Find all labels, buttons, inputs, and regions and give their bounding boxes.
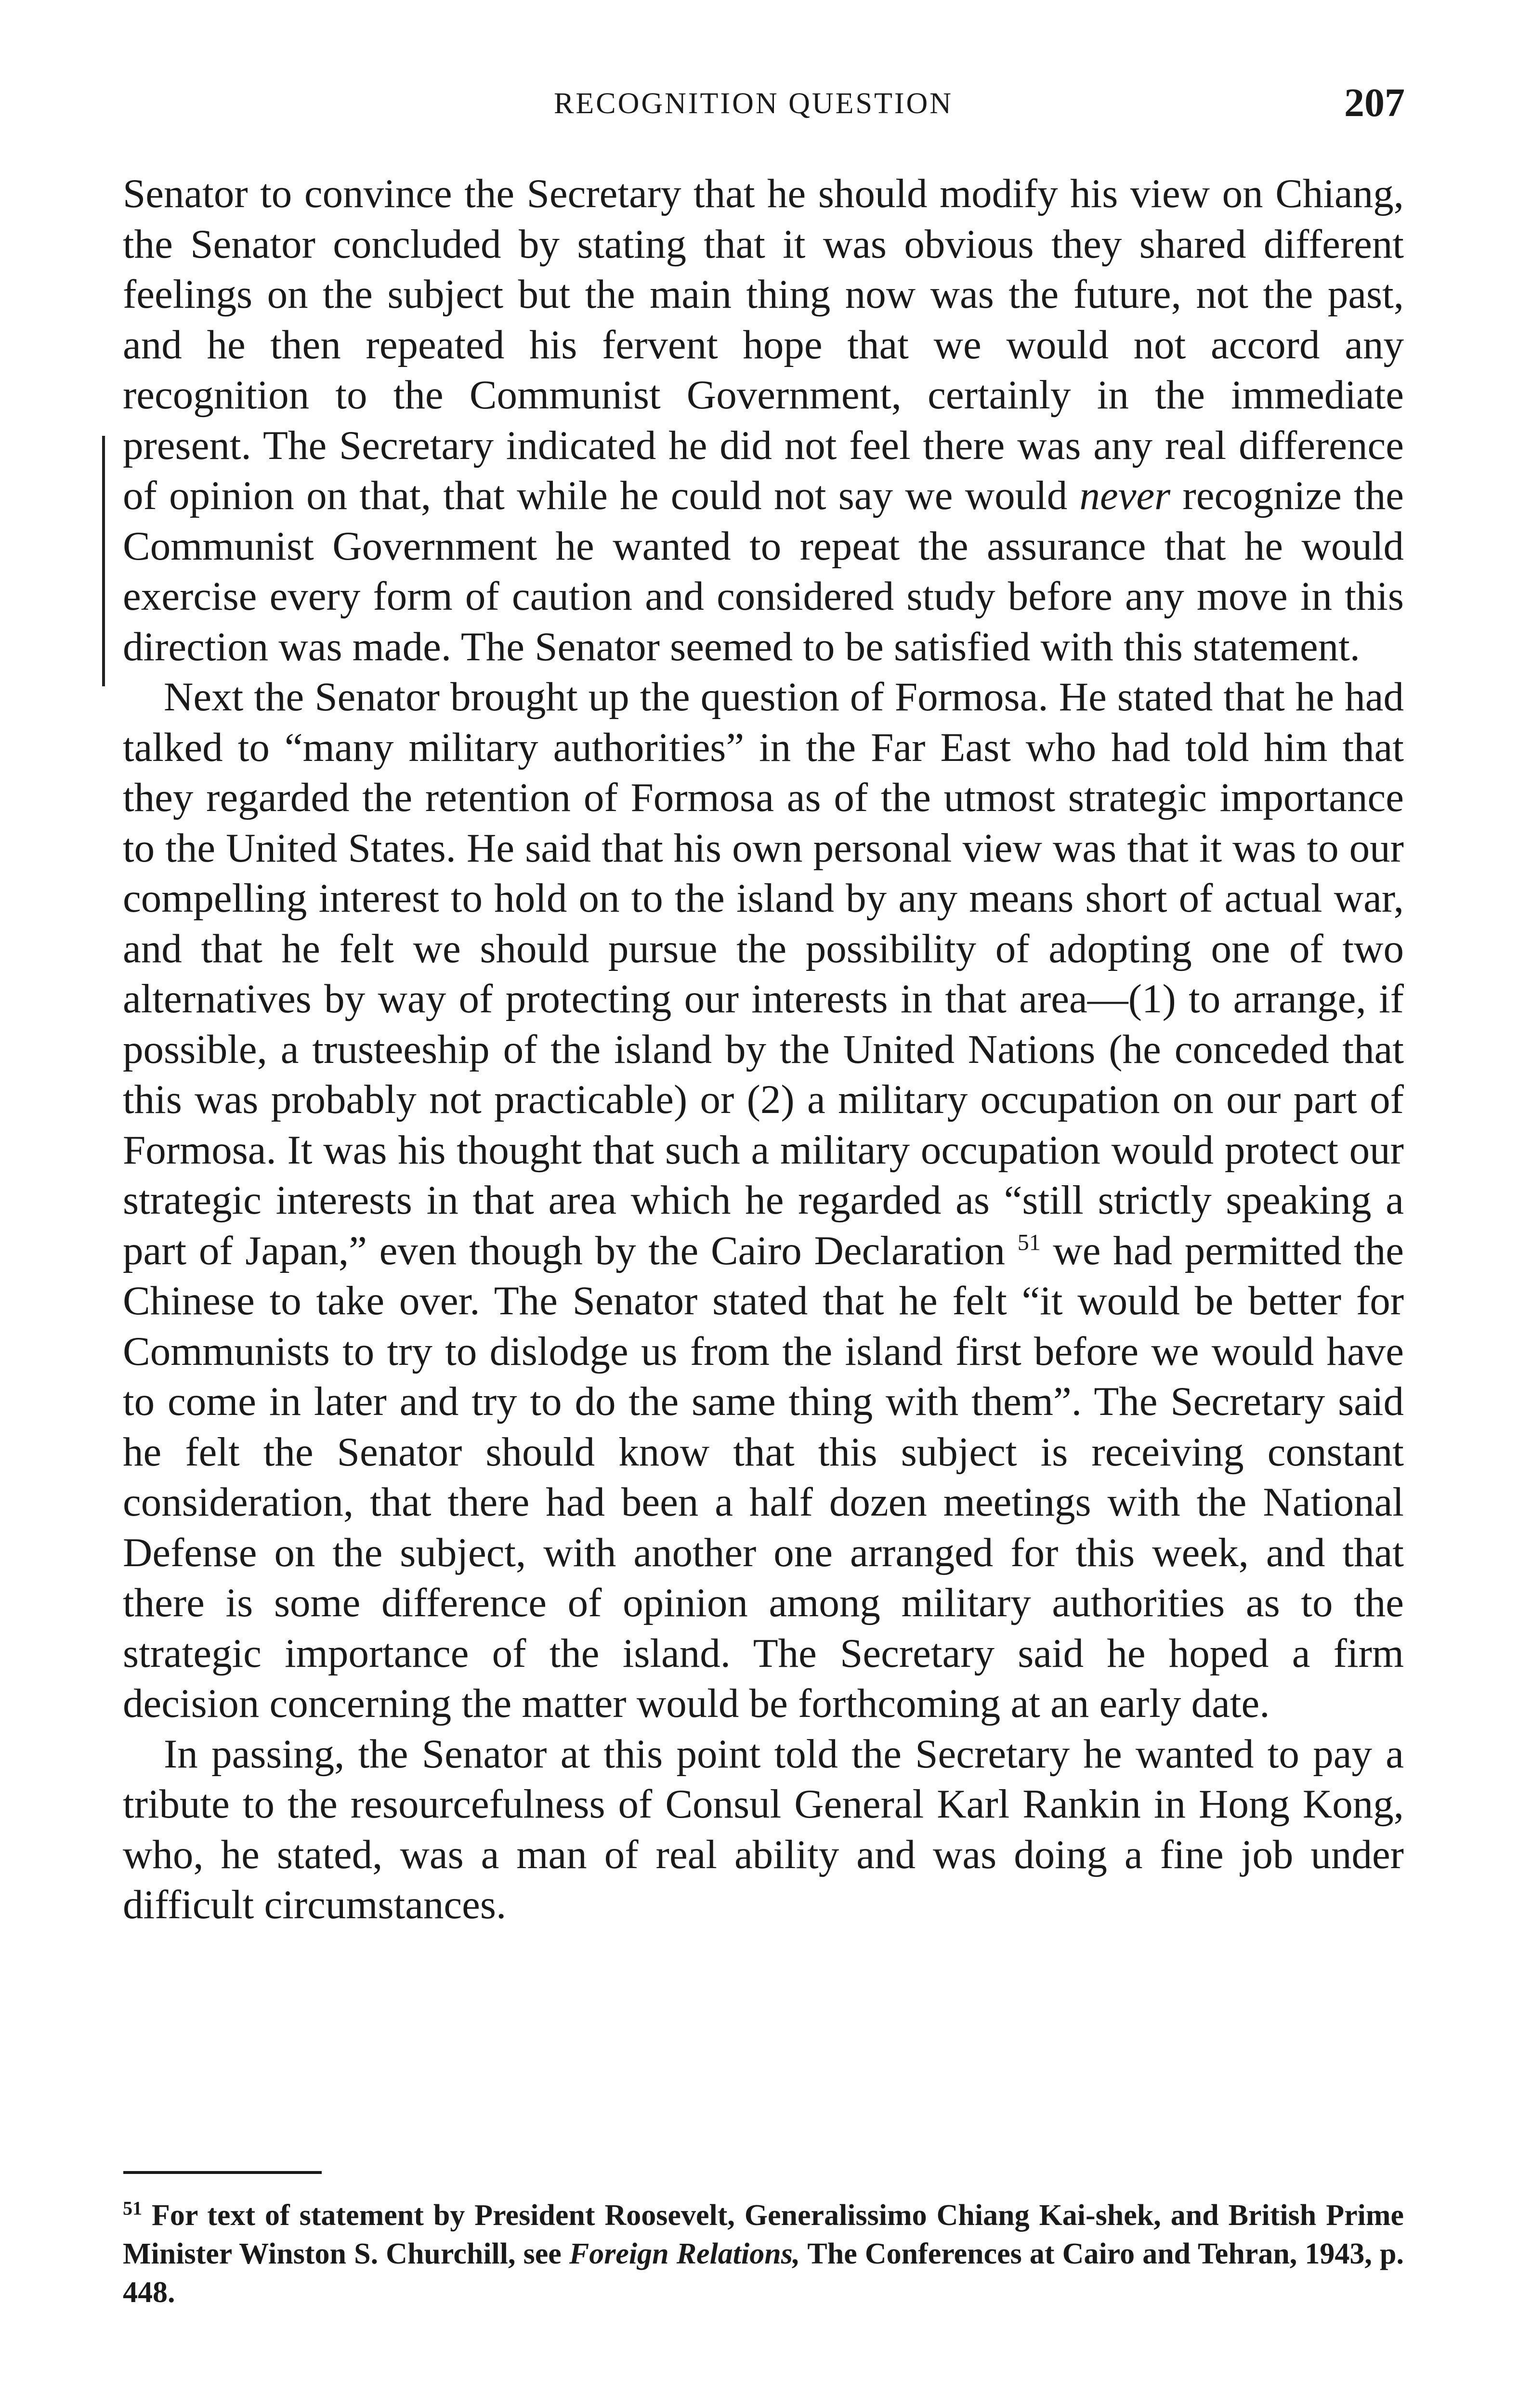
running-head: RECOGNITION QUESTION: [554, 87, 954, 120]
footnote-text-a: For text of statement by President Roosevelt, Generalissimo Chiang Kai-shek, and British Prime Minister Winston S. Churchill, see: [123, 2199, 1404, 2270]
footnote-reference: 51: [1017, 1230, 1041, 1256]
paragraph-1: [123, 169, 1404, 672]
page-number: 207: [1344, 80, 1405, 125]
paragraph-2-part-b: we had permitted the Chinese to take over. The Senator stated that he felt “it would be better for Communists to try to dislodge us from the island first before we would have to come in later and try to do the same thing with them”. The Secretary said he felt the Senator should know that this subject is receiving constant consideration, that there had been a half dozen meetings with the National Defense on the subject, with another one arranged for this week, and that there is some difference of opinion among military authorities as to the strategic importance of the island. The Secretary said he hoped a firm decision concerning the matter would be forthcoming at an early date.: [123, 1228, 1404, 1726]
italic-emphasis: never: [1079, 473, 1171, 518]
footnote-number: 51: [123, 2197, 142, 2219]
footnote-text-b: The Conferences at Cairo and Tehran, 1943, p. 448.: [123, 2238, 1404, 2309]
paragraph-2: [123, 672, 1404, 1729]
paragraph-3: In passing, the Senator at this point told the Secretary he wanted to pay a tribute to the resourcefulness of Consul General Karl Rankin in Hong Kong, who, he stated, was a man of real ability and was doing a fine job under difficult circumstances.: [123, 1731, 1404, 1927]
body-text: [123, 169, 1404, 1930]
paragraph-1-part-b: recognize the Communist Government he wanted to repeat the assurance that he would exercise every form of caution and considered study before any move in this direction was made. The Senator seemed to be satisfied with this statement.: [123, 473, 1404, 669]
paragraph-2-part-a: Next the Senator brought up the question of Formosa. He stated that he had talked to “many military authorities” in the Far East who had told him that they regarded the retention of Formosa as of the utmost strategic importance to the United States. He said that his own personal view was that it was to our compelling interest to hold on to the island by any means short of actual war, and that he felt we should pursue the possibility of adopting one of two alternatives by way of protecting our interests in that area—(1) to arrange, if possible, a trusteeship of the island by the United Nations (he conceded that this was probably not practicable) or (2) a military occupation on our part of Formosa. It was his thought that such a military occupation would protect our strategic interests in that area which he regarded as “still strictly speaking a part of Japan,” even though by the Cairo Declaration: [123, 674, 1404, 1273]
footnote-divider: [123, 2171, 322, 2174]
margin-marker-line: [102, 436, 105, 686]
paragraph-1-part-a: Senator to convince the Secretary that he should modify his view on Chiang, the Senator concluded by stating that it was obvious they shared different feelings on the subject but the main thing now was the future, not the past, and he then repeated his fervent hope that we would not accord any recognition to the Communist Government, certainly in the immediate present. The Secretary indicated he did not feel there was any real difference of opinion on that, that while he could not say we would: [123, 171, 1404, 518]
footnote: [123, 2196, 1404, 2312]
footnote-title: Foreign Relations,: [569, 2238, 800, 2270]
